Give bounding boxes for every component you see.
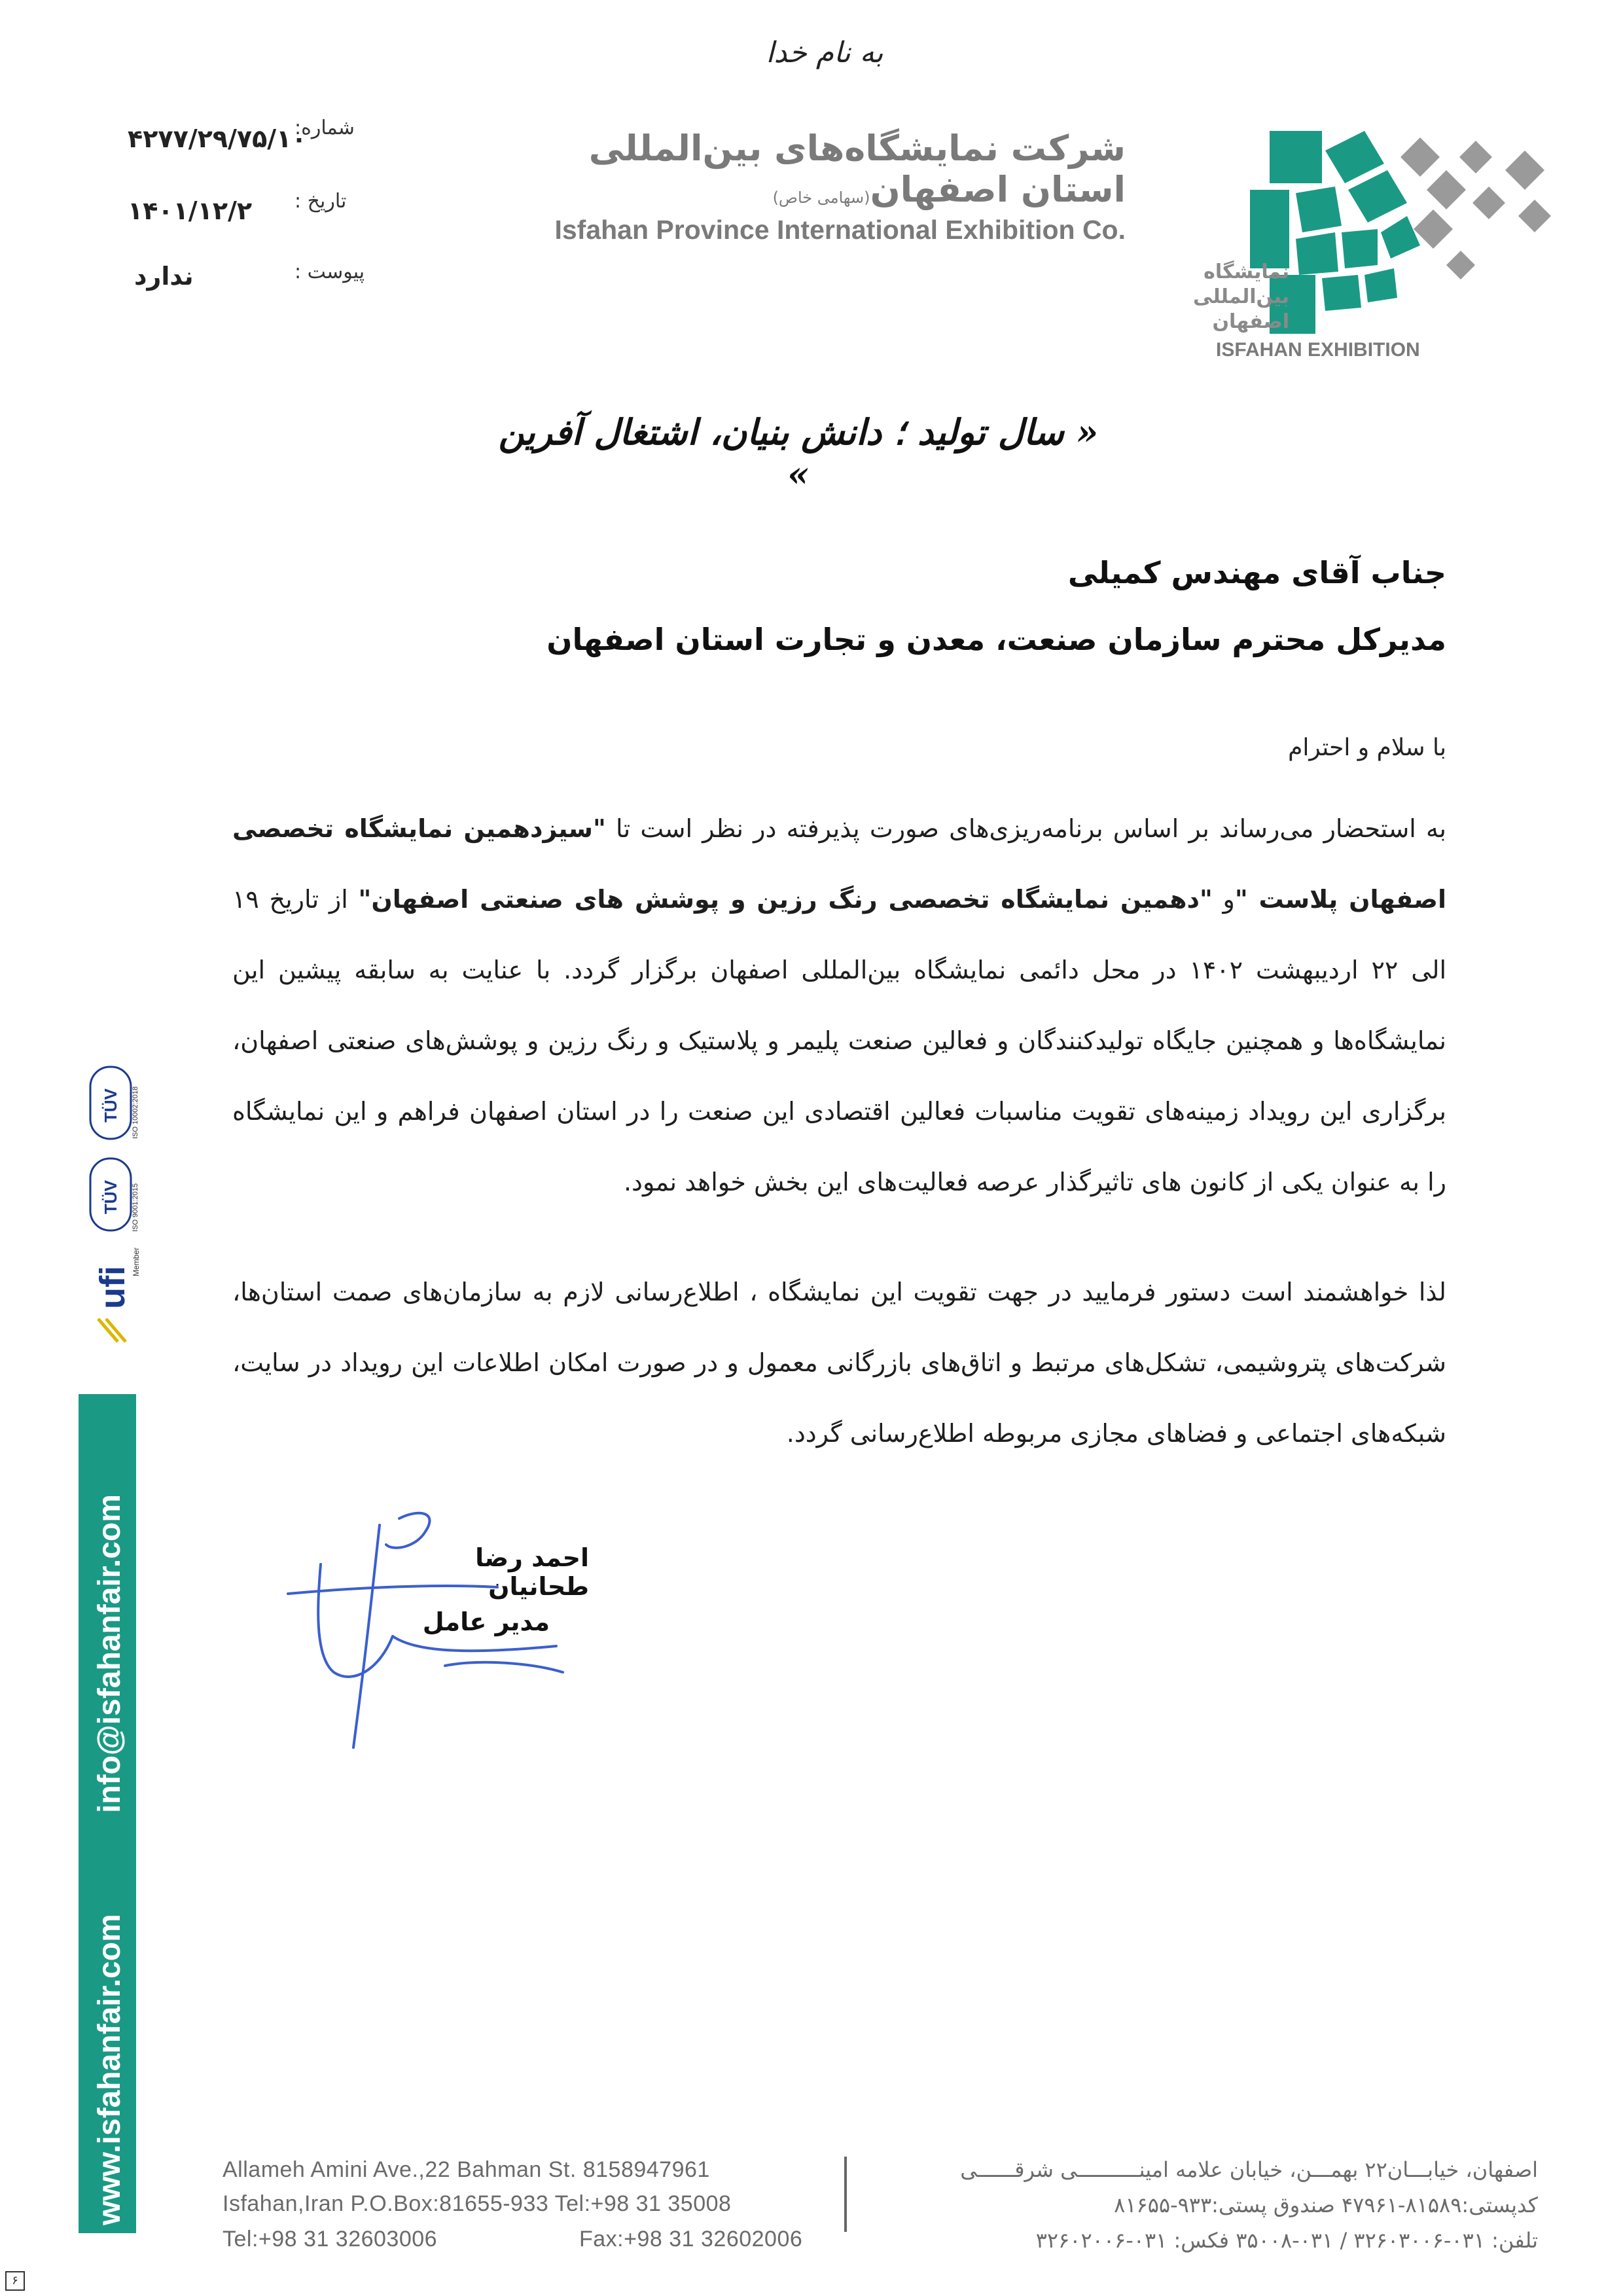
company-subtitle: (سهامی خاص) <box>772 188 870 207</box>
side-email[interactable] <box>79 1460 136 1813</box>
footer-address-fa: اصفهان، خیابـــان۲۲ بهمـــن، خیابان علامه امینــــــــــی شرقــــــی <box>960 2157 1538 2182</box>
basmala: به نام خدا <box>766 36 883 69</box>
letter-date-value: ۱۴۰۱/۱۲/۲ <box>128 196 253 225</box>
tuv-2-iso: ISO 10002:2018 <box>132 1086 139 1139</box>
logo-text-fa-line: بین‌المللی <box>1192 285 1289 308</box>
footer-pobox-en: Isfahan,Iran P.O.Box:81655-933 Tel:+98 31 35008 <box>223 2191 732 2216</box>
tuv-badge-icon <box>90 1067 139 1139</box>
footer-postal-fa: کدپستی:۸۱۵۸۹-۴۷۹۶۱ صندوق پستی:۹۳۳-۸۱۶۵۵ <box>1114 2193 1538 2217</box>
company-name-en: Isfahan Province International Exhibition Co. <box>554 215 1126 245</box>
attachment-value: ندارد <box>134 262 194 291</box>
body-text: و <box>1212 885 1235 914</box>
page-marker: ۶ <box>5 2271 25 2291</box>
event-name-paint: "دهمین نمایشگاه تخصصی رنگ رزین و پوشش های صنعتی اصفهان" <box>358 885 1213 914</box>
footer-phone-fa: تلفن: ۰۳۱-۳۲۶۰۳۰۰۶ / ۰۳۱-۳۵۰۰۸ فکس: ۰۳۱-۳۲۶۰۲۰۰۶ <box>1035 2228 1538 2253</box>
footer-fax-en: Fax:+98 31 32602006 <box>579 2227 803 2251</box>
logo-text-en: ISFAHAN EXHIBITION <box>1216 339 1420 361</box>
letter-number-label: شماره: <box>294 117 355 139</box>
email-text[interactable]: info@isfahanfair.com <box>92 1494 127 1813</box>
certification-badges <box>79 1060 151 1348</box>
signer-name: احمد رضا طحانیان <box>475 1543 589 1601</box>
ufi-logo-icon <box>93 1247 141 1342</box>
body-text: از تاریخ ۱۹ الی ۲۲ اردیبهشت ۱۴۰۲ در محل دائمی نمایشگاه بین‌المللی اصفهان برگزار گردد. با عنایت به سابقه پیشین این نمایشگاه‌ها و همچنین جایگاه تولیدکنندگان و فعالین صنعت پلیمر و پلاستیک و رنگ رزین و پوشش‌های صنعتی اصفهان، برگزاری این رویداد زمینه‌های تقویت مناسبات فعالین اقتصادی این صنعت را در استان اصفهان فراهم و این نمایشگاه را به عنوان یکی از کانون های تاثیرگذار عرصه فعالیت‌های این بخش خواهد نمود. <box>232 885 1447 1196</box>
letter-date-label: تاریخ : <box>294 190 347 213</box>
logo-text-fa-line: نمایشگاه <box>1204 260 1289 283</box>
footer-address-en: Allameh Amini Ave.,22 Bahman St. 8158947961 <box>223 2157 710 2182</box>
recipient-title: مدیرکل محترم سازمان صنعت، معدن و تجارت استان اصفهان <box>546 622 1446 657</box>
exhibition-logo-icon <box>1217 118 1558 373</box>
signer-role: مدیر عامل <box>422 1607 550 1636</box>
greeting: با سلام و احترام <box>1288 734 1446 761</box>
body-text: به استحضار می‌رساند بر اساس برنامه‌ریزی‌های صورت پذیرفته در نظر است تا <box>605 814 1447 843</box>
body-paragraph: لذا خواهشمند است دستور فرمایید در جهت تقویت این نمایشگاه ، اطلاع‌رسانی لازم به سازمان‌های صمت استان‌ها، شرکت‌های پتروشیمی، تشکل‌های مرتبط و اتاق‌های بازرگانی معمول و در صورت امکان اطلاعات این رویداد در سایت، شبکه‌های اجتماعی و فضاهای مجازی مربوطه اطلاع‌رسانی گردد. <box>232 1278 1446 1448</box>
logo-text-fa-line: اصفهان <box>1212 310 1289 333</box>
footer-tel-en: Tel:+98 31 32603006 <box>223 2227 438 2251</box>
tuv-1-label: TÜV <box>101 1180 120 1214</box>
ufi-member: Member <box>132 1247 141 1276</box>
attachment-label: پیوست : <box>294 260 365 283</box>
tuv-1-iso: ISO 9001:2015 <box>132 1183 139 1232</box>
tuv-2-label: TÜV <box>101 1088 120 1122</box>
company-name-fa: شرکت نمایشگاه‌های بین‌المللی استان اصفهان <box>588 128 1126 210</box>
body-paragraph <box>232 793 1446 1217</box>
letter-number-value: ۴۲۷۷/۲۹/۷۵/۱۰ <box>128 124 307 153</box>
event-name-plast: "سیزدهمین نمایشگاه تخصصی اصفهان پلاست " <box>232 814 1446 914</box>
side-website[interactable] <box>79 1914 136 2225</box>
footer-divider <box>844 2157 847 2232</box>
year-slogan: « سال تولید ؛ دانش بنیان، اشتغال آفرین » <box>498 411 1099 495</box>
tuv-badge-icon <box>90 1158 139 1232</box>
ufi-label: ufi <box>93 1266 132 1309</box>
recipient-name: جناب آقای مهندس کمیلی <box>1067 555 1446 590</box>
website-text[interactable]: www.isfahanfair.com <box>92 1914 127 2225</box>
